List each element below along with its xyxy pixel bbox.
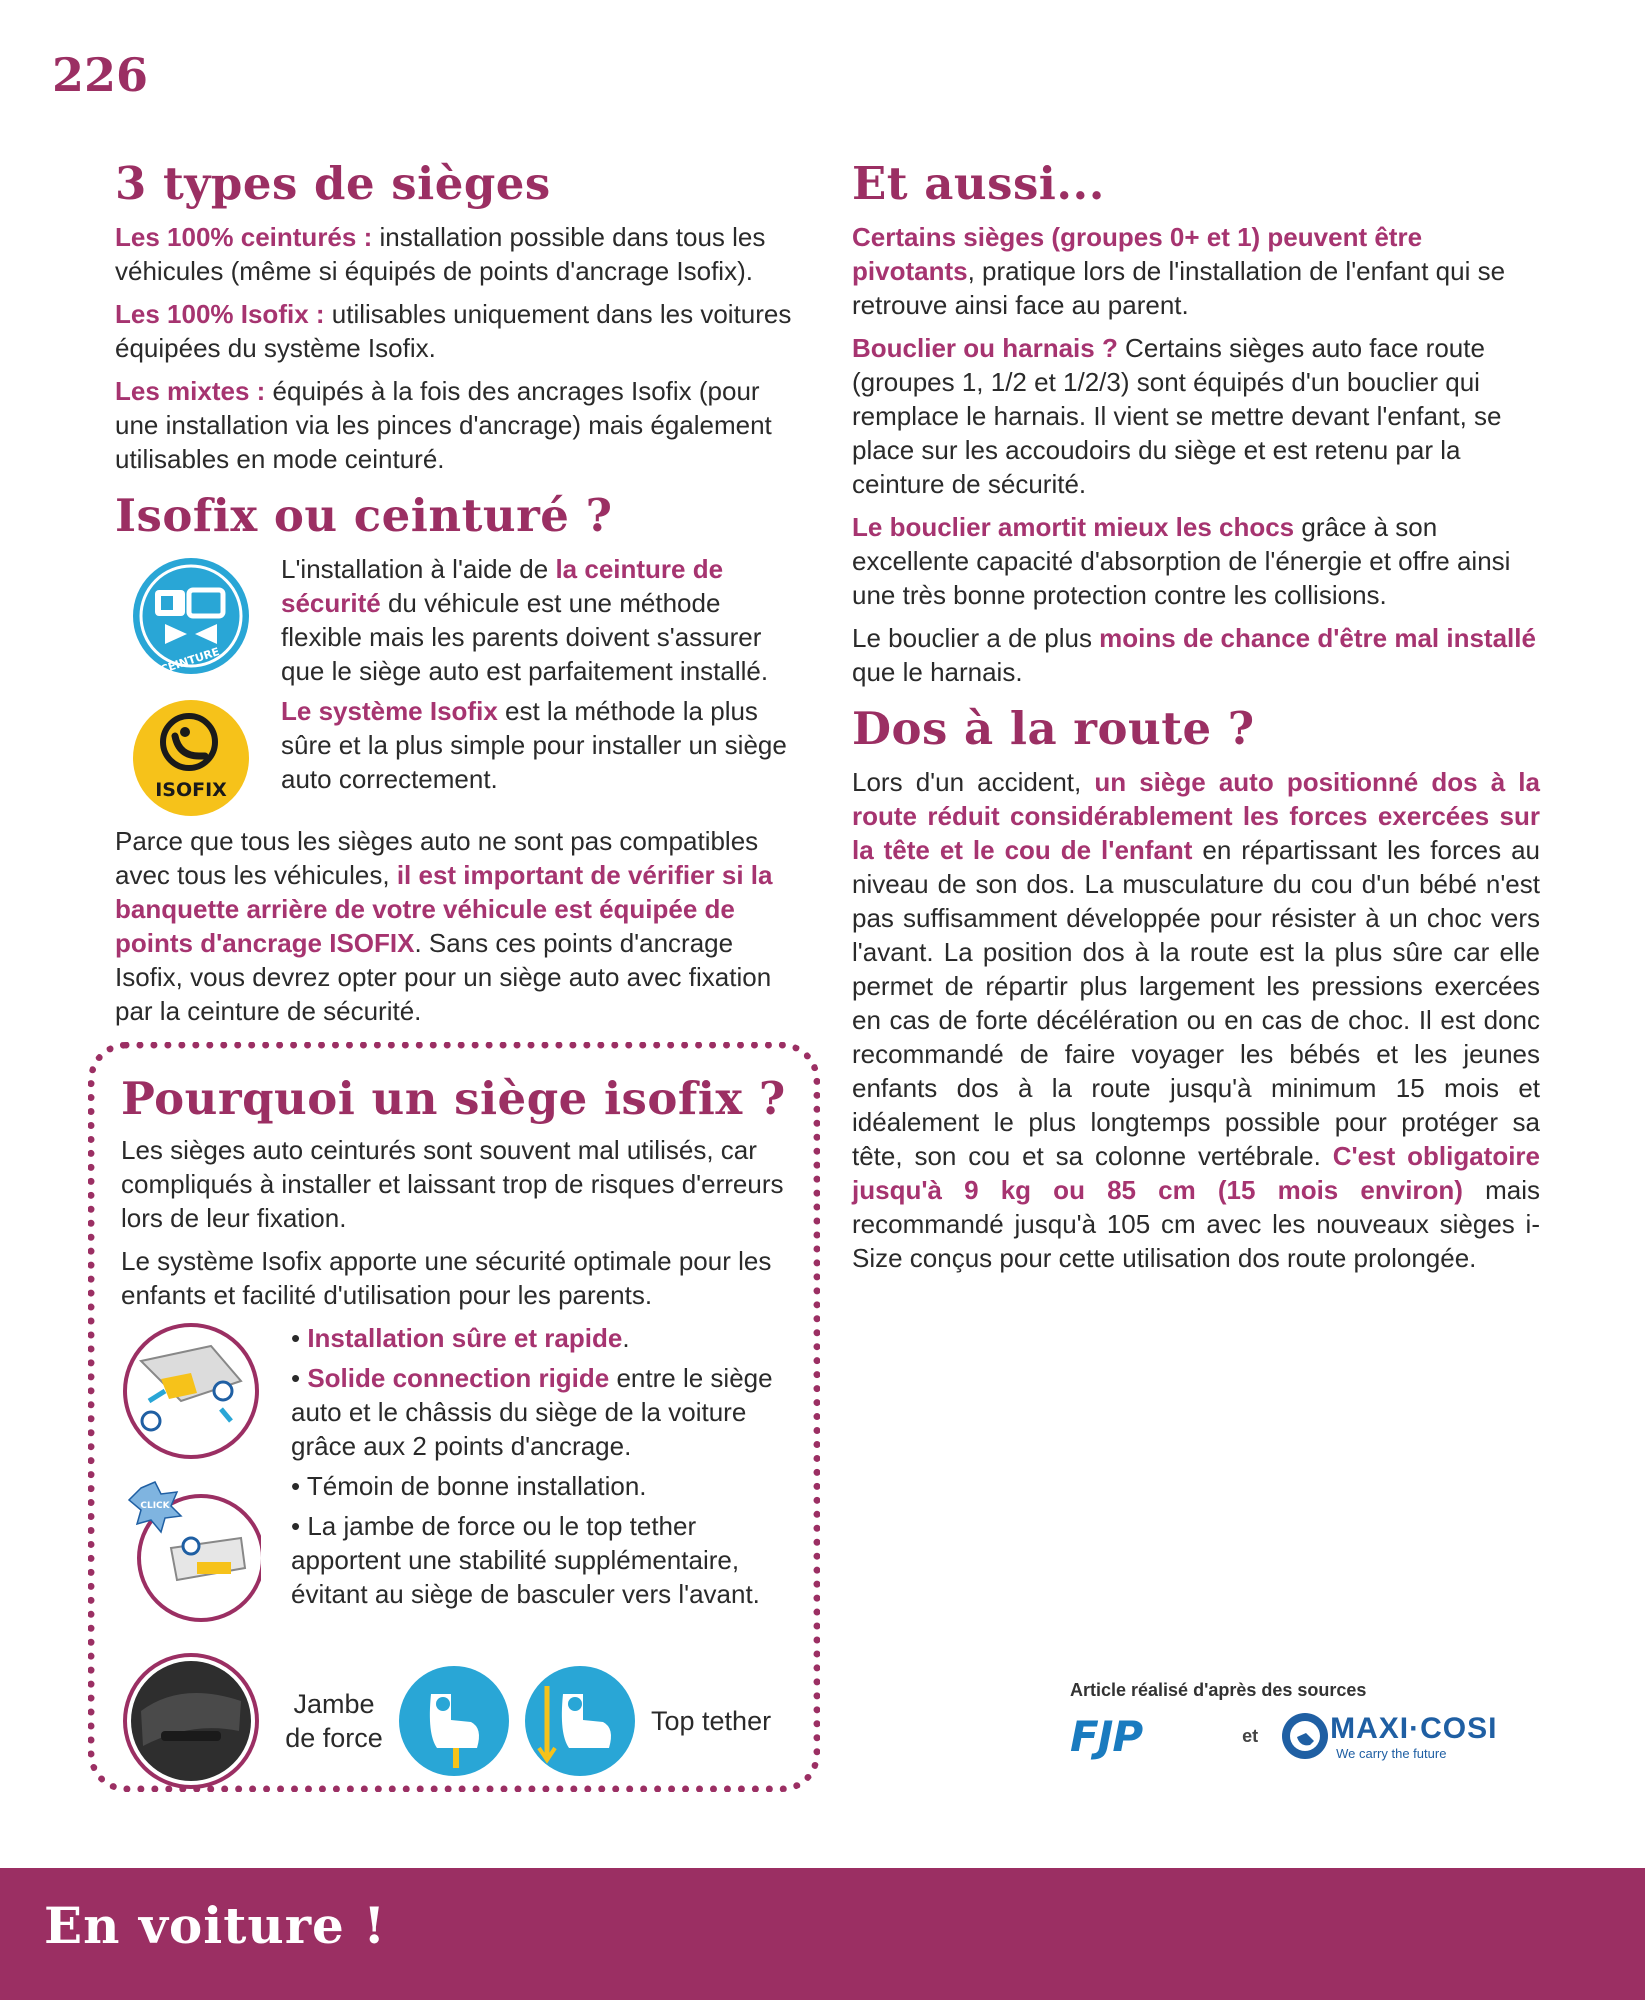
belt-method-row <box>115 552 805 688</box>
why-isofix-title: Pourquoi un siège isofix ? <box>121 1072 786 1125</box>
also-p1: Certains sièges (groupes 0+ et 1) peuvent être pivotants, pratique lors de l'installation de l'enfant qui se retrouve ainsi face au parent. <box>852 221 1506 320</box>
feature-item: • La jambe de force ou le top tether apportent une stabilité supplémentaire, évitant au siège de basculer vers l'avant. <box>291 1510 760 1609</box>
maxi-cosi-tagline: We carry the future <box>1336 1745 1447 1761</box>
maxi-cosi-logo-icon <box>1280 1711 1330 1761</box>
maxi-cosi-logo <box>1330 1712 1497 1761</box>
also-p2: Bouclier ou harnais ? Certains sièges auto face route (groupes 1, 1/2 et 1/2/3) sont équipés d'un bouclier qui remplace le harnais. Il vient se mettre devant l'enfant, se place sur les accoudoirs du siège et est retenu par la ceinture de sécurité. <box>852 332 1502 499</box>
isofix-method-row <box>115 694 805 818</box>
section-also <box>852 158 1540 689</box>
rear-facing-title: Dos à la route ? <box>852 701 1255 755</box>
support-leg-seat-icon <box>397 1664 511 1778</box>
section-isofix-or-belt <box>115 490 805 1028</box>
why-isofix-box <box>88 1042 820 1792</box>
support-leg-photo <box>121 1651 261 1791</box>
isofix-icon-label: ISOFIX <box>155 778 227 801</box>
top-tether-seat-icon <box>523 1664 637 1778</box>
why-isofix-p1: Les sièges auto ceinturés sont souvent mal utilisés, car compliqués à installer et laissant trop de risques d'erreurs lors de leur fixation. <box>121 1134 784 1233</box>
seatbelt-icon <box>131 556 251 676</box>
anchor-connection-illustration <box>121 1321 261 1461</box>
and-text: et <box>1242 1725 1259 1746</box>
section-rear-facing <box>852 703 1540 1275</box>
belt-method-text: L'installation à l'aide de la ceinture de sécurité du véhicule est une méthode flexible mais les parents doivent s'assurer que le siège auto est parfaitement installé. <box>281 553 769 686</box>
feature-item: • Installation sûre et rapide. <box>291 1322 630 1353</box>
type-item-isofix: Les 100% Isofix : utilisables uniquement dans les voitures équipées du système Isofix. <box>115 298 792 363</box>
click-badge-label: CLICK <box>140 1500 170 1511</box>
footer-title: En voiture ! <box>44 1896 387 1955</box>
left-column <box>115 158 805 1042</box>
section-seat-types <box>115 158 805 476</box>
seat-types-title: 3 types de sièges <box>115 157 551 210</box>
isofix-method-text: Le système Isofix est la méthode la plus sûre et la plus simple pour installer un siège auto correctement. <box>281 695 787 794</box>
compatibility-text: Parce que tous les sièges auto ne sont pas compatibles avec tous les véhicules, il est important de vérifier si la banquette arrière de votre véhicule est équipée de points d'ancrage ISOFIX. Sans ces points d'ancrage Isofix, vous devrez opter pour un siège auto avec fixation par la ceinture de sécurité. <box>115 825 773 1026</box>
belt-icon-label: CEINTURE <box>158 644 222 676</box>
click-indicator-illustration <box>121 1478 261 1628</box>
support-leg-label: Jambe de force <box>285 1688 383 1753</box>
isofix-or-belt-title: Isofix ou ceinturé ? <box>115 488 613 542</box>
feature-item: • Témoin de bonne installation. <box>291 1470 647 1501</box>
fjp-logo: FJP <box>1070 1711 1143 1761</box>
also-title: Et aussi... <box>852 157 1105 210</box>
sources-credits <box>1070 1680 1510 1761</box>
isofix-icon <box>131 698 251 818</box>
feature-illustrations <box>121 1321 261 1633</box>
why-isofix-p2: Le système Isofix apporte une sécurité optimale pour les enfants et facilité d'utilisation pour les parents. <box>121 1245 772 1310</box>
stability-row <box>121 1651 787 1791</box>
type-item-mixed: Les mixtes : équipés à la fois des ancrages Isofix (pour une installation via les pinces d'ancrage) mais également utilisables en mode ceinturé. <box>115 375 772 474</box>
feature-list <box>291 1321 787 1617</box>
rear-facing-text: Lors d'un accident, un siège auto positionné dos à la route réduit considérablement les forces exercées sur la tête et le cou de l'enfant en répartissant les forces au niveau de son dos. La musculature du cou d'un bébé n'est pas suffisamment développée pour résister à un choc vers l'avant. La position dos à la route est la plus sûre car elle permet de répartir plus largement les pressions exercées en cas de forte décélération ou en cas de choc. Il est donc recommandé de faire voyager les bébés et les jeunes enfants dos à la route jusqu'à minimum 15 mois et idéalement le plus longtemps possible pour protéger sa tête, son cou et sa colonne vertébrale. C'est obligatoire jusqu'à 9 kg ou 85 cm (15 mois environ) mais recommandé jusqu'à 105 cm avec les nouveaux sièges i-Size conçus pour cette utilisation dos route prolongée. <box>852 766 1541 1273</box>
type-item-belted: Les 100% ceinturés : installation possible dans tous les véhicules (même si équipés de points d'ancrage Isofix). <box>115 221 766 286</box>
also-p4: Le bouclier a de plus moins de chance d'être mal installé que le harnais. <box>852 622 1536 687</box>
source-logos <box>1070 1711 1510 1761</box>
isofix-features <box>121 1321 787 1633</box>
also-p3: Le bouclier amortit mieux les chocs grâce à son excellente capacité d'absorption de l'énergie et offre ainsi une très bonne protection contre les collisions. <box>852 511 1511 610</box>
footer-band <box>0 1868 1645 2000</box>
page-number: 226 <box>52 48 149 102</box>
top-tether-label: Top tether <box>651 1705 772 1736</box>
maxi-cosi-name: MAXI·COSI <box>1330 1711 1498 1745</box>
sources-text: Article réalisé d'après des sources <box>1070 1680 1367 1700</box>
right-column <box>852 158 1540 1289</box>
feature-item: • Solide connection rigide entre le siège auto et le châssis du siège de la voiture grâce aux 2 points d'ancrage. <box>291 1362 773 1461</box>
